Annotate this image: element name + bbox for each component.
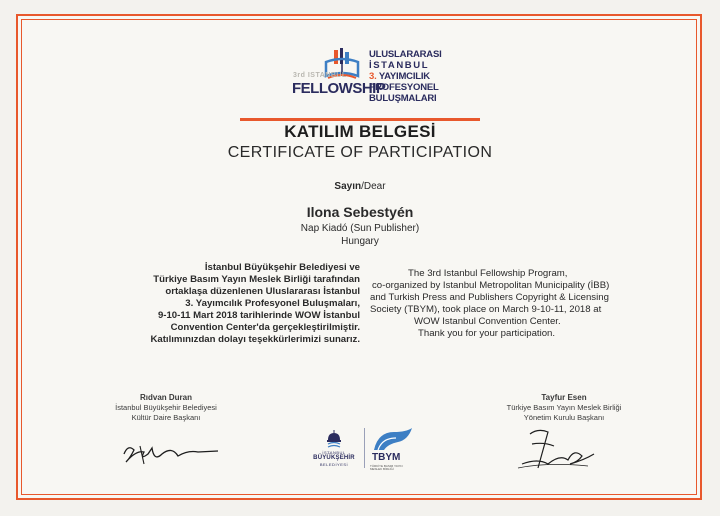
body-tr-line: İstanbul Büyükşehir Belediyesi ve — [204, 262, 360, 273]
title-english: CERTIFICATE OF PARTICIPATION — [227, 144, 493, 161]
signatory-left-org: İstanbul Büyükşehir Belediyesi — [115, 403, 217, 412]
logo-line-4: PROFESYONEL — [369, 82, 439, 93]
logo-line-3-text: YAYIMCILIK — [378, 71, 430, 82]
body-en-line: Thank you for your participation. — [418, 328, 556, 339]
signature-right — [508, 424, 600, 474]
body-en-line: The 3rd Istanbul Fellowship Program, — [408, 268, 568, 279]
title-turkish: KATILIM BELGESİ — [284, 122, 436, 141]
ibb-type: BELEDİYESİ — [319, 462, 349, 467]
title-accent-bar — [240, 118, 480, 121]
signatory-left-name: Rıdvan Duran — [139, 393, 192, 402]
logo-fellowship: FELLOWSHIP — [292, 80, 386, 97]
ibb-city: İSTANBUL — [322, 450, 346, 455]
salutation-separator: / — [361, 181, 364, 192]
body-tr-line: 3. Yayımcılık Profesyonel Buluşmaları, — [185, 298, 360, 309]
body-tr-line: ortaklaşa düzenlenen Uluslararası İstanbul — [165, 286, 360, 297]
signatory-right-name: Tayfur Esen — [541, 393, 587, 402]
recipient-publisher: Nap Kiadó (Sun Publisher) — [300, 223, 420, 234]
fellowship-logo — [290, 46, 440, 116]
ibb-logo — [304, 428, 364, 474]
body-turkish — [60, 262, 360, 346]
body-tr-line: Katılımınızdan dolayı teşekkürlerimizi sunarız. — [150, 334, 360, 345]
ibb-name: BÜYÜKŞEHİR — [313, 455, 355, 461]
signature-left — [118, 436, 228, 468]
logo-line-2: İSTANBUL — [369, 60, 430, 71]
signatory-left-role: Kültür Daire Başkanı — [131, 413, 201, 422]
recipient-details — [0, 222, 720, 248]
logo-edition: 3rd ISTANBUL — [293, 72, 347, 79]
logo-wordmark — [369, 49, 442, 104]
recipient-country: Hungary — [341, 236, 379, 247]
body-tr-line: Convention Center'da gerçekleştirilmiştir. — [170, 322, 360, 333]
mosque-icon — [324, 428, 344, 450]
logo-number: 3. — [369, 71, 377, 82]
salutation — [0, 181, 720, 192]
salutation-tr: Sayın — [334, 181, 362, 192]
logo-divider — [364, 428, 365, 468]
body-en-line: co-organized by Istanbul Metropolitan Municipality (İBB) — [372, 280, 610, 291]
body-tr-line: 9-10-11 Mart 2018 tarihlerinde WOW İstanbul — [157, 310, 360, 321]
tbym-name: TBYM — [372, 452, 401, 463]
signatory-right — [454, 393, 674, 423]
logo-line-5: BULUŞMALARI — [369, 93, 437, 104]
signatory-left — [56, 393, 276, 423]
body-en-line: WOW Istanbul Convention Center. — [414, 316, 561, 327]
logo-line-3 — [369, 71, 442, 82]
body-tr-line: Türkiye Basım Yayın Meslek Birliği tarafından — [153, 274, 360, 285]
recipient-name: Ilona Sebestyén — [306, 204, 414, 220]
body-en-line: Society (TBYM), took place on March 9-10-11, 2018 at — [370, 304, 602, 315]
signatory-right-role: Yönetim Kurulu Başkanı — [523, 413, 605, 422]
tbym-fullname: TÜRKİYE BASIM YAYIN MESLEK BİRLİĞİ — [370, 464, 403, 471]
salutation-en: Dear — [363, 181, 386, 192]
body-english — [370, 268, 670, 340]
logo-line-1: ULUSLARARASI — [369, 49, 442, 60]
signatory-right-org: Türkiye Basım Yayın Meslek Birliği — [506, 403, 622, 412]
body-en-line: and Turkish Press and Publishers Copyright & Licensing — [370, 292, 609, 303]
